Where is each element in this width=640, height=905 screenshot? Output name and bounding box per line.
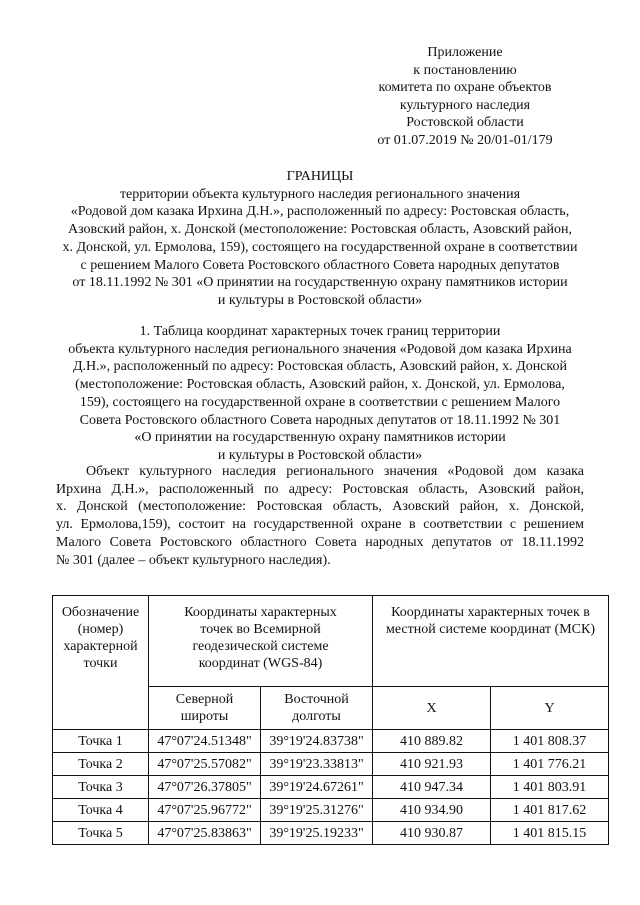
paragraph-line: Малого Совета Ростовского областного Совета народных депутатов от 18.11.1992 — [56, 534, 584, 550]
cell-east: 39°19'25.31276" — [261, 799, 373, 822]
annex-line: Ростовской области — [406, 115, 524, 130]
paragraph-line: № 301 (далее – объект культурного наследия). — [56, 552, 331, 568]
annex-line: комитета по охране объектов — [378, 80, 552, 95]
table-row — [53, 753, 609, 776]
cell-point: Точка 4 — [53, 799, 149, 822]
cell-x: 410 921.93 — [373, 753, 491, 776]
document-title — [40, 168, 600, 310]
section-line: 159), состоящего на государственной охране в соответствии с решением Малого — [79, 394, 561, 410]
title-line: Азовский район, х. Донской (местоположение: Ростовская область, Азовский район, — [68, 222, 572, 238]
paragraph-line: Ирхина Д.Н.», расположенный по адресу: Ростовская область, Азовский район, — [56, 481, 584, 497]
annex-line: Приложение — [427, 45, 503, 60]
header-wgs84-coordinates: Координаты характерных точек во Всемирной геодезической системе координат (WGS-84) — [149, 596, 373, 687]
cell-north: 47°07'25.57082" — [149, 753, 261, 776]
cell-x: 410 889.82 — [373, 730, 491, 753]
cell-y: 1 401 803.91 — [491, 776, 609, 799]
cell-point: Точка 1 — [53, 730, 149, 753]
section-1-heading — [40, 323, 600, 465]
subheader-x: X — [373, 687, 491, 730]
cell-y: 1 401 815.15 — [491, 822, 609, 845]
cell-y: 1 401 776.21 — [491, 753, 609, 776]
cell-point: Точка 5 — [53, 822, 149, 845]
cell-east: 39°19'23.33813" — [261, 753, 373, 776]
annex-line: к постановлению — [413, 62, 517, 78]
title-heading: ГРАНИЦЫ — [286, 169, 354, 184]
title-line: х. Донской, ул. Ермолова, 159), состоящего на государственной охране в соответствии — [62, 239, 578, 255]
annex-block — [340, 44, 590, 149]
section-line: и культуры в Ростовской области» — [217, 447, 423, 463]
cell-point: Точка 2 — [53, 753, 149, 776]
cell-x: 410 930.87 — [373, 822, 491, 845]
table-row — [53, 799, 609, 822]
section-line: (местоположение: Ростовская область, Азовский район, х. Донской, ул. Ермолова, — [75, 377, 565, 393]
annex-date-number: от 01.07.2019 № 20/01-01/179 — [377, 132, 553, 148]
paragraph-line: Объект культурного наследия регионального значения «Родовой дом казака — [86, 464, 584, 479]
section-line: Д.Н.», расположенный по адресу: Ростовская область, Азовский район, х. Донской — [73, 359, 567, 375]
cell-north: 47°07'26.37805" — [149, 776, 261, 799]
cell-x: 410 934.90 — [373, 799, 491, 822]
header-local-coordinates: Координаты характерных точек в местной системе координат (МСК) — [373, 596, 609, 687]
header-point-designation: Обозначение (номер) характерной точки — [53, 596, 149, 730]
subheader-east-longitude: Восточной долготы — [261, 687, 373, 730]
title-line: территории объекта культурного наследия регионального значения — [119, 186, 521, 202]
section-line: «О принятии на государственную охрану памятников истории — [134, 430, 506, 446]
cell-north: 47°07'24.51348" — [149, 730, 261, 753]
cell-east: 39°19'24.83738" — [261, 730, 373, 753]
section-line: 1. Таблица координат характерных точек границ территории — [139, 324, 501, 339]
cell-north: 47°07'25.83863" — [149, 822, 261, 845]
title-line: с решением Малого Совета Ростовского областного Совета народных депутатов — [80, 257, 560, 273]
cell-point: Точка 3 — [53, 776, 149, 799]
cell-east: 39°19'25.19233" — [261, 822, 373, 845]
table-row — [53, 730, 609, 753]
paragraph-line: х. Донской (местоположение: Ростовская область, Азовский район, х. Донской, — [56, 499, 584, 515]
cell-y: 1 401 817.62 — [491, 799, 609, 822]
title-line: от 18.11.1992 № 301 «О принятии на государственную охрану памятников истории — [72, 275, 568, 291]
title-line: «Родовой дом казака Ирхина Д.Н.», расположенный по адресу: Ростовская область, — [70, 204, 570, 220]
subheader-y: Y — [491, 687, 609, 730]
title-line: и культуры в Ростовской области» — [217, 292, 423, 308]
coordinates-table — [52, 595, 609, 845]
section-line: Совета Ростовского областного Совета народных депутатов от 18.11.1992 № 301 — [79, 412, 561, 428]
section-line: объекта культурного наследия регионального значения «Родовой дом казака Ирхина — [68, 341, 572, 357]
cell-east: 39°19'24.67261" — [261, 776, 373, 799]
table-row — [53, 776, 609, 799]
paragraph-line: ул. Ермолова,159), состоит на государственной охране в соответствии с решением — [56, 517, 584, 533]
table-row — [53, 822, 609, 845]
body-paragraph — [56, 463, 584, 569]
table-header-row — [53, 596, 609, 687]
cell-y: 1 401 808.37 — [491, 730, 609, 753]
cell-x: 410 947.34 — [373, 776, 491, 799]
annex-line: культурного наследия — [399, 97, 531, 113]
cell-north: 47°07'25.96772" — [149, 799, 261, 822]
subheader-north-latitude: Северной широты — [149, 687, 261, 730]
